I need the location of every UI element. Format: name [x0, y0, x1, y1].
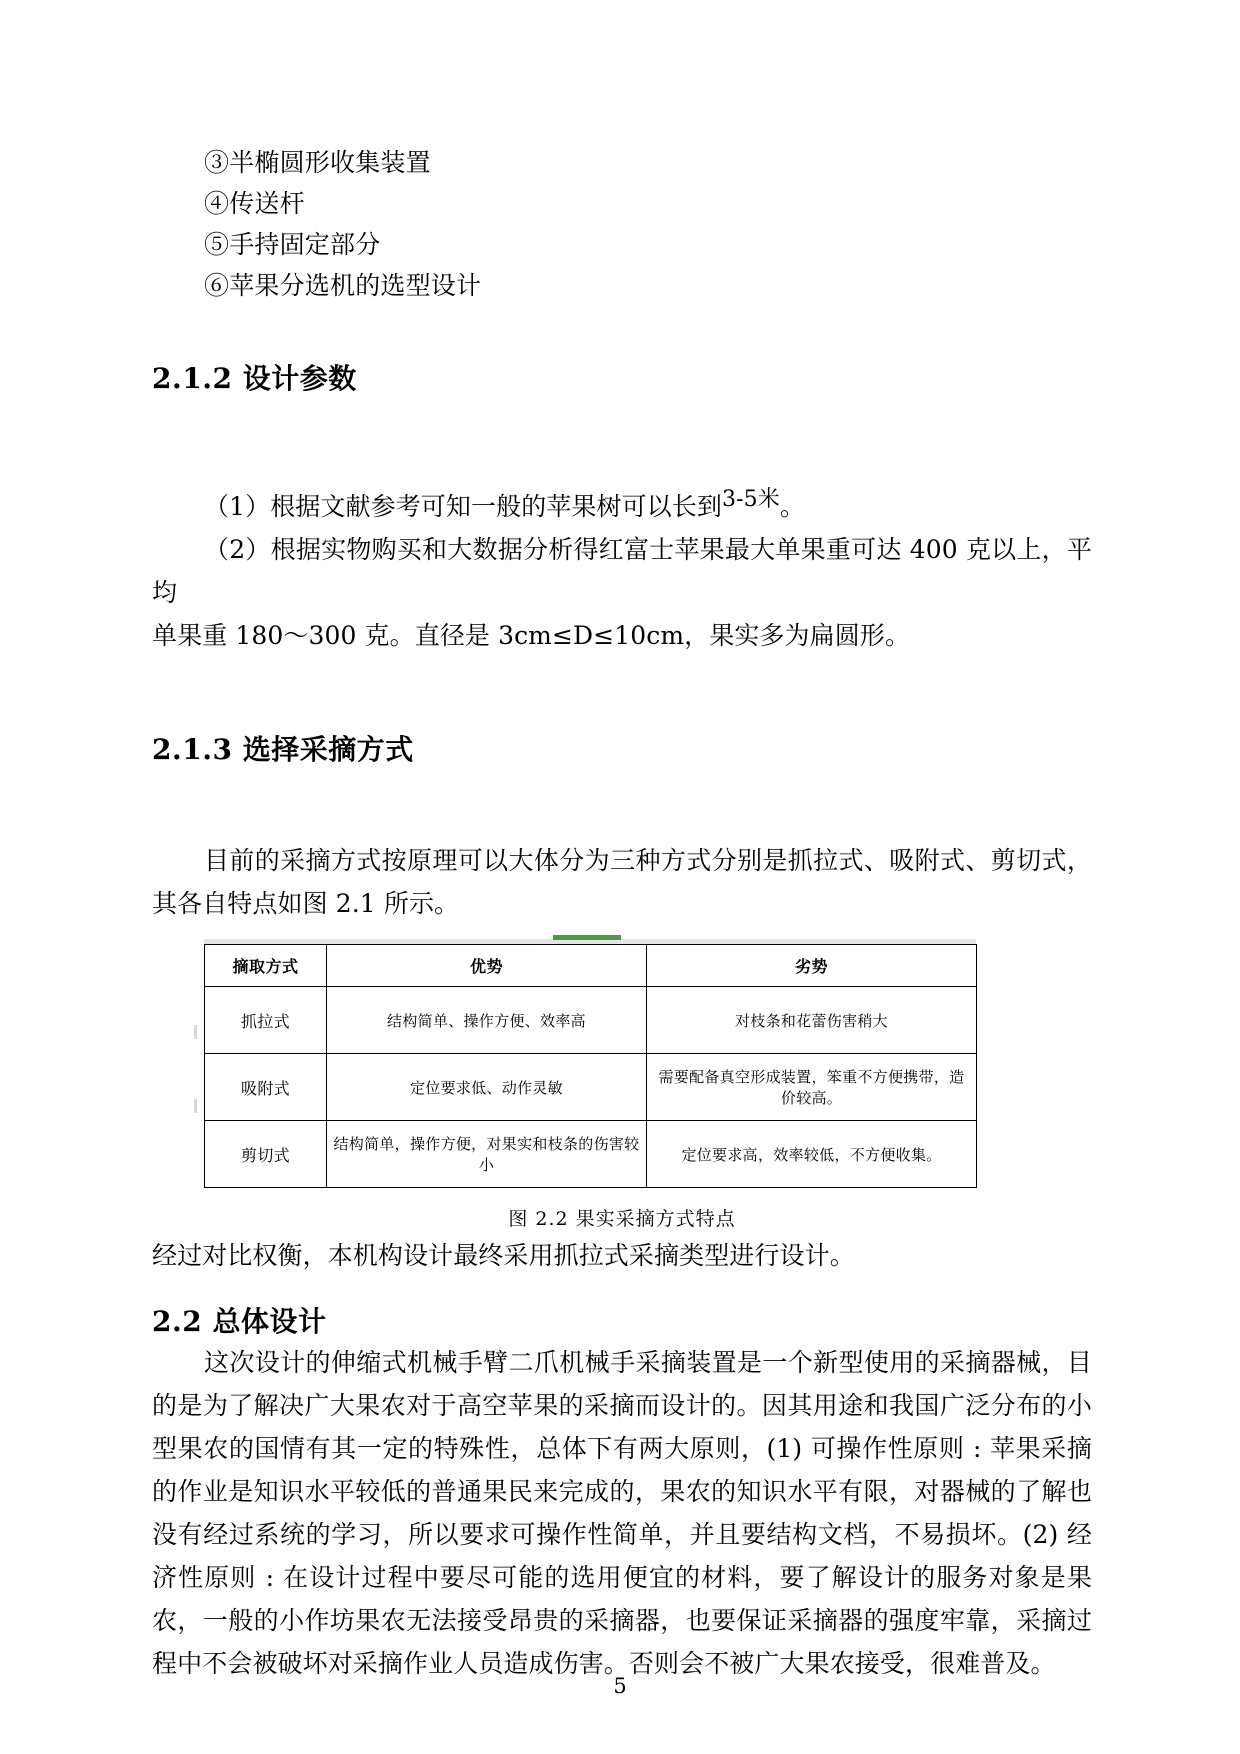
- table-cell-method: 剪切式: [205, 1121, 327, 1188]
- table-header-row: [205, 945, 977, 987]
- green-accent-marker: [553, 935, 621, 940]
- picking-method-table: [204, 944, 977, 1188]
- page-number: 5: [613, 1674, 627, 1698]
- spacer: [152, 398, 1092, 478]
- param-item-1-text: （1）根据文献参考可知一般的苹果树可以长到: [204, 492, 723, 521]
- table-header-advantage: 优势: [327, 945, 647, 987]
- figure-caption: 图 2.2 果实采摘方式特点: [508, 1208, 736, 1230]
- table-cell-advantage: 结构简单、操作方便、效率高: [327, 987, 647, 1054]
- picking-method-paragraph: 目前的采摘方式按原理可以大体分为三种方式分别是抓拉式、吸附式、剪切式，其各自特点如图 2.1 所示。: [152, 846, 1092, 918]
- picking-method-table-wrapper: [204, 939, 976, 1188]
- list-item: ⑤手持固定部分: [204, 230, 381, 259]
- table-cell-disadvantage: 需要配备真空形成装置，笨重不方便携带，造价较高。: [647, 1054, 977, 1121]
- heading-2-2: 2.2 总体设计: [152, 1305, 327, 1338]
- table-row: [205, 987, 977, 1054]
- table-cell-disadvantage: 对枝条和花蕾伤害稍大: [647, 987, 977, 1054]
- param-item-1-tail: 。: [779, 492, 805, 521]
- table-cell-advantage: 结构简单，操作方便，对果实和枝条的伤害较小: [327, 1121, 647, 1188]
- overall-design-paragraph: 这次设计的伸缩式机械手臂二爪机械手采摘装置是一个新型使用的采摘器械，目的是为了解决广大果农对于高空苹果的采摘而设计的。因其用途和我国广泛分布的小型果农的国情有其一定的特殊性，总体下有两大原则，(1) 可操作性原则 : 苹果采摘的作业是知识水平较低的普通果民来完成的，果农的知识水平有限，对器械的了解也没有经过系统的学习，所以要求可操作性简单，并且要结构文档，不易损坏。(2) 经济性原则 : 在设计过程中要尽可能的选用便宜的材料，要了解设计的服务对象是果农，一般的小作坊果农无法接受昂贵的采摘器，也要保证采摘器的强度牢靠，采摘过程中不会被破坏对采摘作业人员造成伤害。否则会不被广大果农接受，很难普及。: [152, 1348, 1092, 1678]
- table-cell-disadvantage: 定位要求高，效率较低，不方便收集。: [647, 1121, 977, 1188]
- heading-2-1-2: 2.1.2 设计参数: [152, 362, 357, 395]
- heading-2-1-3: 2.1.3 选择采摘方式: [152, 733, 414, 766]
- list-item: ④传送杆: [204, 189, 305, 218]
- sheet-tick-mark: [194, 1025, 197, 1039]
- numbered-component-list: [152, 142, 1092, 306]
- spacer: [152, 657, 1092, 731]
- spacer: [152, 306, 1092, 360]
- param-item-1: [152, 478, 1092, 528]
- sheet-tick-mark: [194, 1099, 197, 1113]
- spacer: [152, 769, 1092, 839]
- param-item-2-line-1: （2）根据实物购买和大数据分析得红富士苹果最大单果重可达 400 克以上，平均: [152, 535, 1092, 607]
- param-item-2-line-2: 单果重 180～300 克。直径是 3cm≤D≤10cm，果实多为扁圆形。: [152, 621, 911, 650]
- list-item: ③半椭圆形收集装置: [204, 148, 431, 177]
- table-row: [205, 1121, 977, 1188]
- param-item-1-superscript: 3-5米: [722, 487, 780, 512]
- table-header-disadvantage: 劣势: [647, 945, 977, 987]
- table-cell-method: 抓拉式: [205, 987, 327, 1054]
- table-cell-method: 吸附式: [205, 1054, 327, 1121]
- table-header-method: 摘取方式: [205, 945, 327, 987]
- table-cell-advantage: 定位要求低、动作灵敏: [327, 1054, 647, 1121]
- list-item: ⑥苹果分选机的选型设计: [204, 271, 482, 300]
- conclusion-paragraph: 经过对比权衡，本机构设计最终采用抓拉式采摘类型进行设计。: [152, 1241, 855, 1270]
- table-row: [205, 1054, 977, 1121]
